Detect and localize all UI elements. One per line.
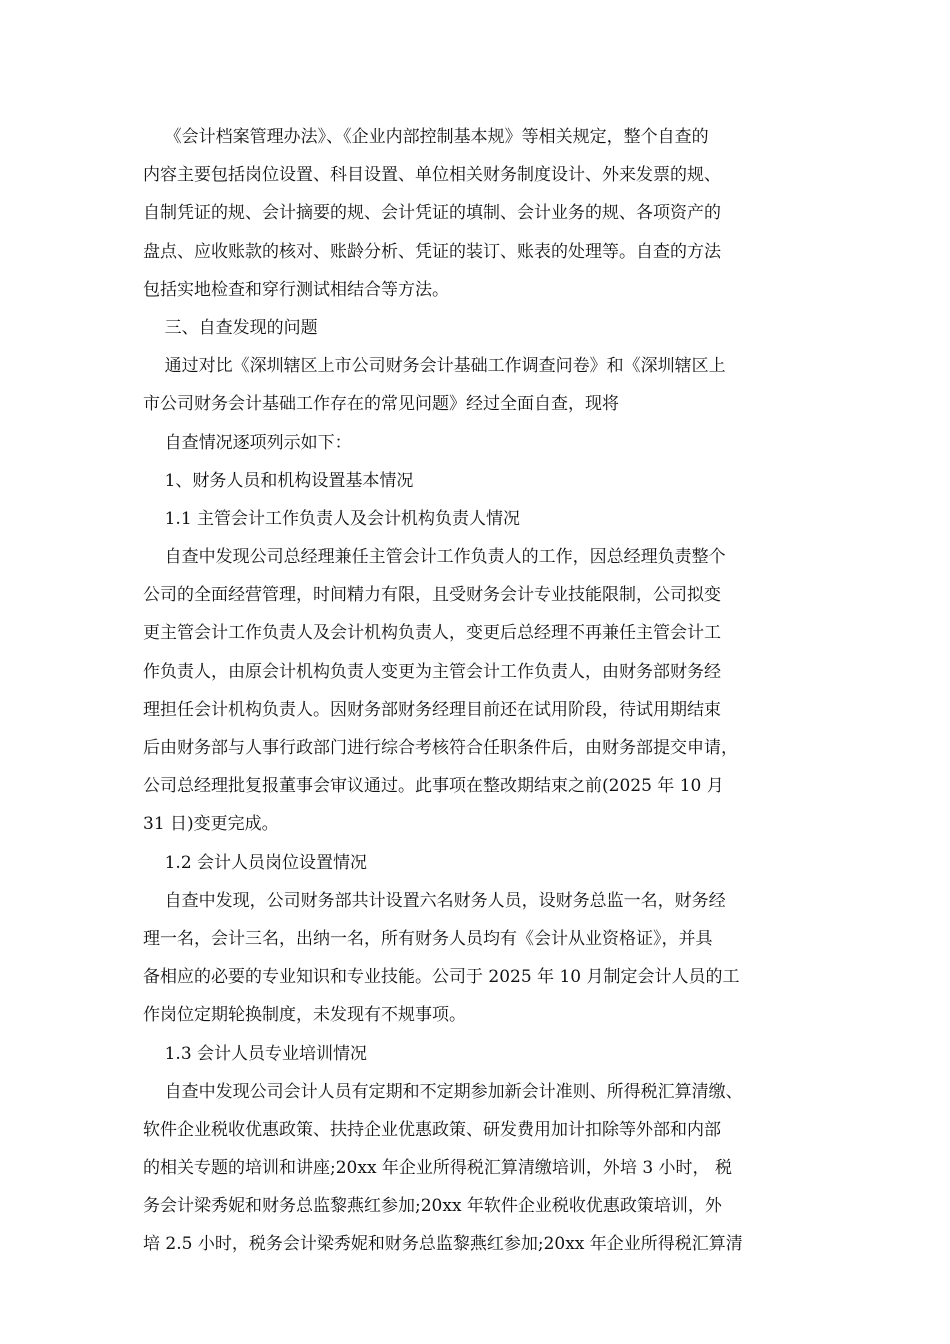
paragraph-line: 31 日)变更完成。 <box>143 814 279 835</box>
paragraph-line: 盘点、应收账款的核对、账龄分析、凭证的装订、账表的处理等。自查的方法 <box>143 241 721 262</box>
paragraph-line: 后由财务部与人事行政部门进行综合考核符合任职条件后，由财务部提交申请， <box>143 738 738 758</box>
paragraph-line: 市公司财务会计基础工作存在的常见问题》经过全面自查，现将 <box>143 394 619 415</box>
section-heading: 三、自查发现的问题 <box>143 317 318 338</box>
paragraph-line: 公司的全面经营管理，时间精力有限，且受财务会计专业技能限制，公司拟变 <box>143 585 721 606</box>
paragraph-line: 更主管会计工作负责人及会计机构负责人，变更后总经理不再兼任主管会计工 <box>143 623 721 644</box>
paragraph-line: 自制凭证的规、会计摘要的规、会计凭证的填制、会计业务的规、各项资产的 <box>143 203 721 224</box>
paragraph-line: 备相应的必要的专业知识和专业技能。公司于 2025 年 10 月制定会计人员的工 <box>143 967 740 988</box>
paragraph-line: 务会计梁秀妮和财务总监黎燕红参加;20xx 年软件企业税收优惠政策培训，外 <box>143 1196 722 1217</box>
document-body <box>143 118 813 1264</box>
paragraph-line: 培 2.5 小时，税务会计梁秀妮和财务总监黎燕红参加;20xx 年企业所得税汇算清 <box>143 1234 743 1255</box>
paragraph-line: 的相关专题的培训和讲座;20xx 年企业所得税汇算清缴培训，外培 3 小时， 税 <box>143 1158 732 1179</box>
paragraph-line: 《会计档案管理办法》、《企业内部控制基本规》等相关规定，整个自查的 <box>143 127 709 147</box>
subsection-heading: 1.2 会计人员岗位设置情况 <box>143 852 368 873</box>
subsection-heading: 1.3 会计人员专业培训情况 <box>143 1043 368 1064</box>
paragraph-line: 理一名，会计三名，出纳一名，所有财务人员均有《会计从业资格证》，并具 <box>143 928 713 949</box>
paragraph-line: 自查情况逐项列示如下： <box>143 432 352 453</box>
paragraph-line: 自查中发现公司会计人员有定期和不定期参加新会计准则、所得税汇算清缴、 <box>143 1081 743 1102</box>
subsection-heading: 1、财务人员和机构设置基本情况 <box>143 470 414 491</box>
subsection-heading: 1.1 主管会计工作负责人及会计机构负责人情况 <box>143 508 521 529</box>
paragraph-line: 作负责人，由原会计机构负责人变更为主管会计工作负责人，由财务部财务经 <box>143 661 721 682</box>
paragraph-line: 自查中发现公司总经理兼任主管会计工作负责人的工作，因总经理负责整个 <box>143 547 726 568</box>
paragraph-line: 公司总经理批复报董事会审议通过。此事项在整改期结束之前(2025 年 10 月 <box>143 776 724 797</box>
paragraph-line: 通过对比《深圳辖区上市公司财务会计基础工作调查问卷》和《深圳辖区上 <box>143 356 726 377</box>
paragraph-line: 作岗位定期轮换制度，未发现有不规事项。 <box>143 1005 466 1026</box>
paragraph-line: 自查中发现，公司财务部共计设置六名财务人员，设财务总监一名，财务经 <box>143 890 726 911</box>
paragraph-line: 包括实地检查和穿行测试相结合等方法。 <box>143 279 449 300</box>
paragraph-line: 软件企业税收优惠政策、扶持企业优惠政策、研发费用加计扣除等外部和内部 <box>143 1119 721 1140</box>
paragraph-line: 内容主要包括岗位设置、科目设置、单位相关财务制度设计、外来发票的规、 <box>143 165 721 186</box>
paragraph-line: 理担任会计机构负责人。因财务部财务经理目前还在试用阶段，待试用期结束 <box>143 699 721 720</box>
